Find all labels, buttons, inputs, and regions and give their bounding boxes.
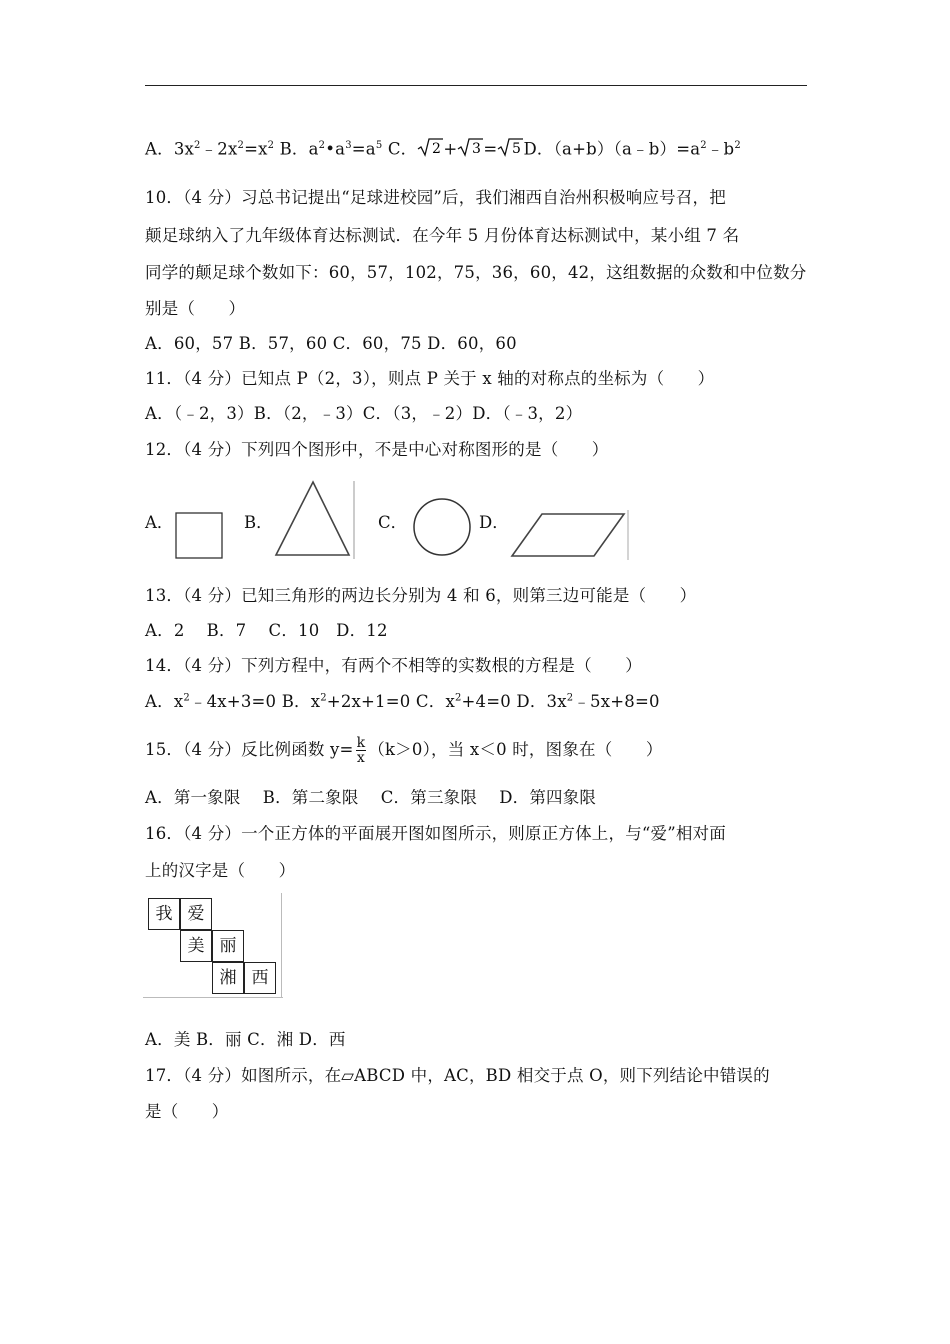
net-cell-mei: 美: [180, 930, 212, 962]
q10-options: A．60，57 B．57，60 C．60，75 D．60，60: [145, 334, 517, 353]
q17-line-1: 17．（4 分）如图所示，在▱ABCD 中，AC，BD 相交于点 O，则下列结论中错误的: [145, 1066, 770, 1085]
q12-label-c: C．: [378, 513, 408, 532]
q15-stem: 15．（4 分）反比例函数 y= $\frac{k}{x}$ （k＞0），当 x＜0 时，图象在（ ）: [145, 735, 663, 766]
header-rule: [145, 85, 807, 86]
q10-line-1: 10．（4 分）习总书记提出“足球进校园”后，我们湘西自治州积极响应号召，把: [145, 188, 726, 207]
net-cell-wo: 我: [148, 898, 180, 930]
q11-stem: 11．（4 分）已知点 P（2，3），则点 P 关于 x 轴的对称点的坐标为（ ）: [145, 369, 715, 388]
q10-line-2: 颠足球纳入了九年级体育达标测试．在今年 5 月份体育达标测试中，某小组 7 名: [145, 226, 740, 245]
net-cell-xiang: 湘: [212, 962, 244, 994]
q14-options: A．$x^2﹣4x+3=0$ B．$x^2+2x+1=0$ C．$x^2+4=0$ D．$3x^2﹣5x+8=0$: [145, 692, 660, 711]
q16-line-2: 上的汉字是（ ）: [145, 861, 296, 880]
q10-line-3: 同学的颠足球个数如下：60，57，102，75，36，60，42，这组数据的众数和中位数分: [145, 263, 807, 282]
fraction-k-over-x: $\frac{k}{x}$: [356, 735, 366, 766]
sqrt-5-icon: [497, 137, 523, 163]
q16-line-1: 16．（4 分）一个正方体的平面展开图如图所示，则原正方体上，与“爱”相对面: [145, 824, 726, 843]
net-cell-xi: 西: [244, 962, 276, 994]
q13-options: A．2 B．7 C．10 D．12: [145, 621, 388, 640]
q10-line-4: 别是（ ）: [145, 299, 246, 318]
q9-option-c: C．: [382, 139, 418, 159]
svg-text:5: 5: [512, 141, 522, 157]
parallelogram-figure: [508, 508, 632, 562]
q14-stem: 14．（4 分）下列方程中，有两个不相等的实数根的方程是（ ）: [145, 656, 642, 675]
square-figure: [175, 512, 225, 560]
net-edge: [281, 893, 282, 998]
sqrt-3-icon: [457, 137, 483, 163]
q15-options: A．第一象限 B．第二象限 C．第三象限 D．第四象限: [145, 788, 597, 807]
svg-text:3: 3: [472, 141, 482, 157]
q9-option-a: A．3x: [145, 139, 195, 159]
q12-label-b: B．: [244, 513, 273, 532]
q14-option-d: D．3x: [510, 692, 567, 711]
svg-text:2: 2: [432, 141, 442, 157]
q14-option-a: A．x: [145, 692, 184, 711]
q11-options: A．（﹣2，3）B．（2，﹣3）C．（3，﹣2）D．（﹣3，2）: [145, 404, 583, 423]
q9-option-d: D．（a+b）（a﹣b）=a: [523, 139, 701, 159]
q16-options: A．美 B．丽 C．湘 D．西: [145, 1030, 346, 1049]
q12-label-a: A．: [145, 513, 174, 532]
net-cell-li: 丽: [212, 930, 244, 962]
triangle-figure: [272, 479, 358, 561]
q9-option-b: B．a: [274, 139, 319, 159]
cube-net-figure: [143, 893, 285, 1001]
q9-options: A．$3x^2﹣2x^2=x^2$ B．$a^2•a^3=a^5$ C． 2 + 3 = 5 D．$(a+b)(a﹣b)=a^2﹣b^2$: [145, 137, 741, 163]
q14-option-c: C．x: [410, 692, 455, 711]
q14-option-b: B．x: [276, 692, 321, 711]
q12-stem: 12．（4 分）下列四个图形中，不是中心对称图形的是（ ）: [145, 440, 609, 459]
circle-figure: [412, 496, 474, 558]
net-cell-ai: 爱: [180, 898, 212, 930]
q13-stem: 13．（4 分）已知三角形的两边长分别为 4 和 6，则第三边可能是（ ）: [145, 586, 697, 605]
q17-line-2: 是（ ）: [145, 1102, 229, 1121]
net-baseline: [143, 997, 283, 998]
sqrt-2-icon: [417, 137, 443, 163]
q12-label-d: D．: [479, 513, 509, 532]
